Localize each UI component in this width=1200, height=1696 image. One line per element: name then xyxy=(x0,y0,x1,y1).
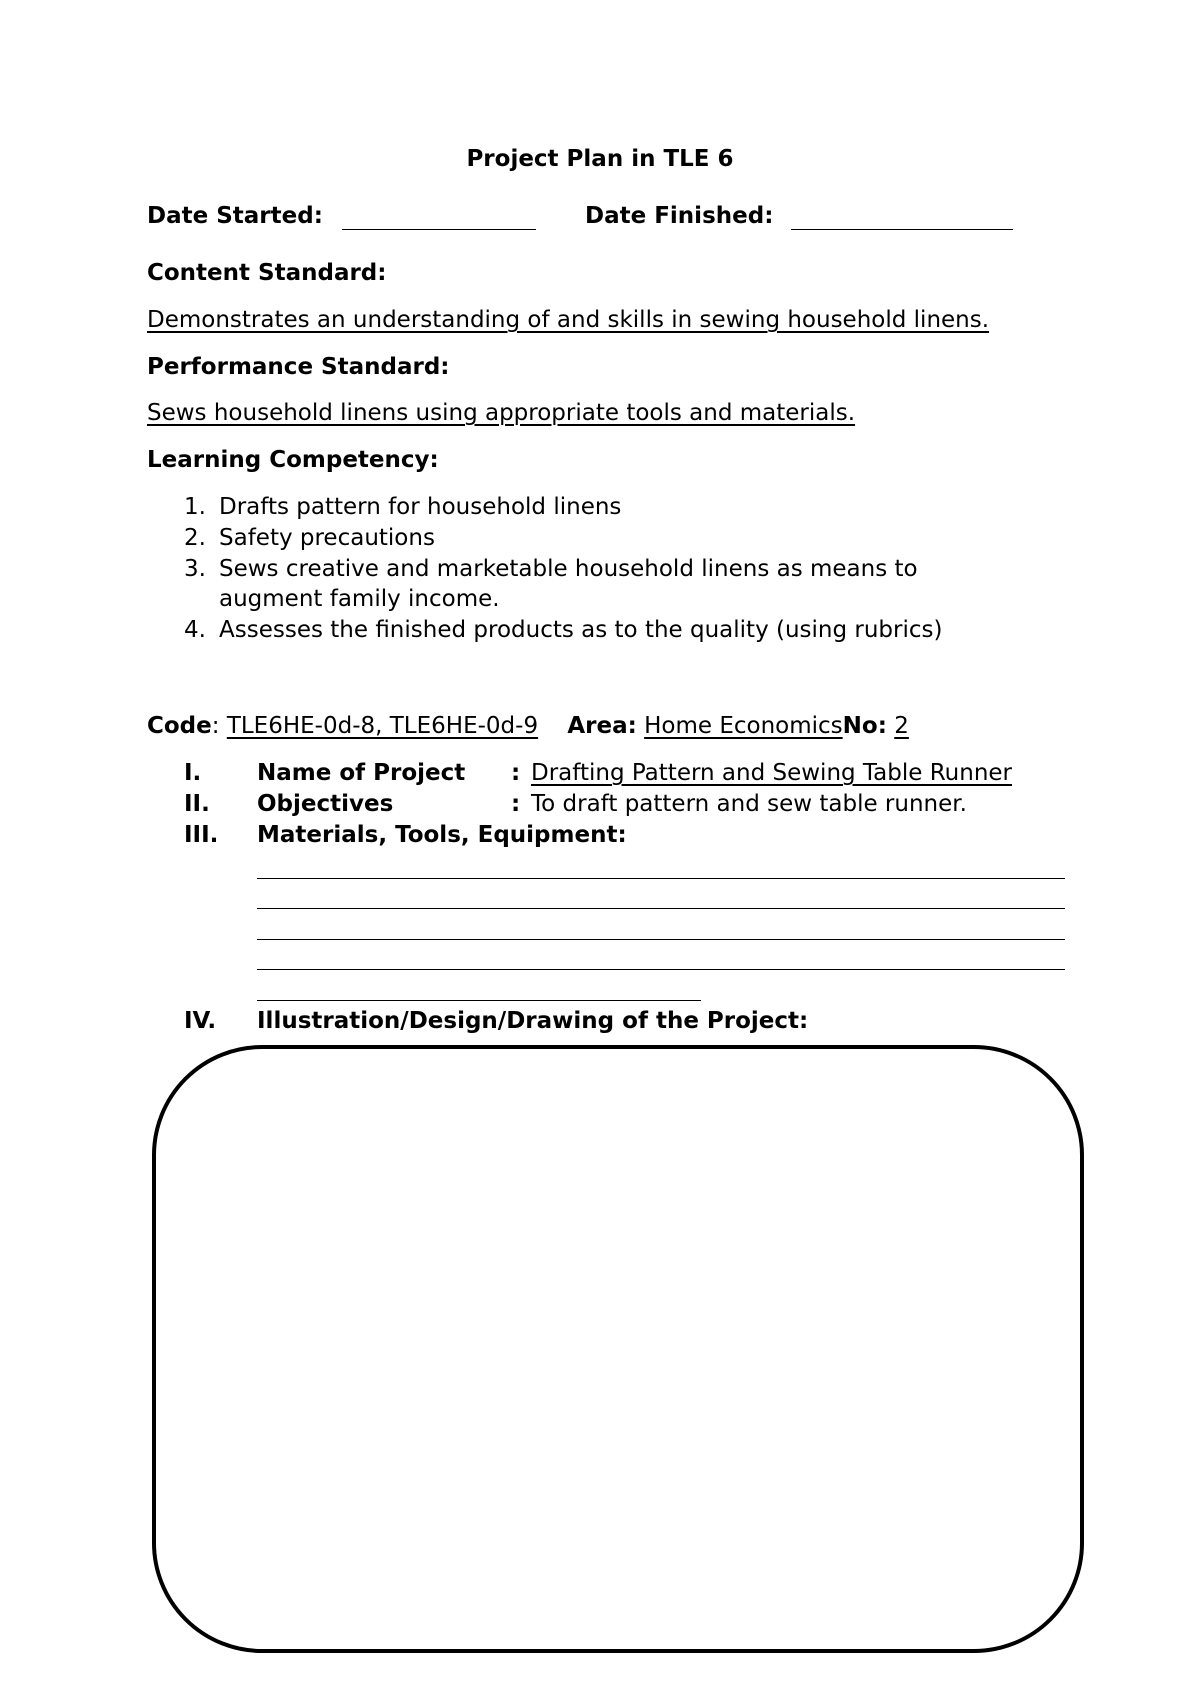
answer-line[interactable] xyxy=(257,969,1065,970)
code-colon: : xyxy=(211,713,220,739)
content-standard-label: Content Standard: xyxy=(147,260,387,286)
list-item-text-continued: augment family income. xyxy=(219,586,500,612)
list-item-number: 4. xyxy=(184,617,206,643)
date-finished-blank[interactable] xyxy=(791,229,1013,230)
project-name-label: Name of Project xyxy=(257,760,466,786)
no-value: 2 xyxy=(894,713,909,739)
section-number: I. xyxy=(184,760,202,786)
section-number: III. xyxy=(184,822,219,848)
project-name-colon: : xyxy=(511,760,521,786)
page-title: Project Plan in TLE 6 xyxy=(466,146,734,172)
no-label: No: xyxy=(842,713,887,739)
performance-standard-text: Sews household linens using appropriate tools and materials. xyxy=(147,400,856,426)
list-item-text: Sews creative and marketable household linens as means to xyxy=(219,556,918,582)
objectives-colon: : xyxy=(511,791,521,817)
list-item-number: 1. xyxy=(184,494,206,520)
illustration-label: Illustration/Design/Drawing of the Project: xyxy=(257,1008,809,1034)
answer-line[interactable] xyxy=(257,878,1065,879)
code-value: TLE6HE-0d-8, TLE6HE-0d-9 xyxy=(226,713,539,739)
date-finished-label: Date Finished: xyxy=(585,203,774,229)
materials-label: Materials, Tools, Equipment: xyxy=(257,822,627,848)
answer-line[interactable] xyxy=(257,908,1065,909)
code-row xyxy=(147,715,909,738)
date-started-blank[interactable] xyxy=(342,229,536,230)
content-standard-text: Demonstrates an understanding of and skills in sewing household linens. xyxy=(147,307,990,333)
section-number: II. xyxy=(184,791,210,817)
date-started-label: Date Started: xyxy=(147,203,323,229)
list-item-text: Assesses the finished products as to the quality (using rubrics) xyxy=(219,617,943,643)
learning-competency-label: Learning Competency: xyxy=(147,447,439,473)
area-value: Home Economics xyxy=(644,713,843,739)
list-item-text: Safety precautions xyxy=(219,525,435,551)
list-item-number: 2. xyxy=(184,525,206,551)
code-label: Code xyxy=(147,713,212,739)
drawing-area-box[interactable] xyxy=(152,1045,1084,1653)
list-item-number: 3. xyxy=(184,556,206,582)
answer-line[interactable] xyxy=(257,939,1065,940)
area-label: Area: xyxy=(567,713,637,739)
objectives-value: To draft pattern and sew table runner. xyxy=(531,791,967,817)
performance-standard-label: Performance Standard: xyxy=(147,354,450,380)
project-name-value: Drafting Pattern and Sewing Table Runner xyxy=(531,760,1013,786)
section-number: IV. xyxy=(184,1008,217,1034)
answer-line[interactable] xyxy=(257,1000,701,1001)
objectives-label: Objectives xyxy=(257,791,394,817)
list-item-text: Drafts pattern for household linens xyxy=(219,494,622,520)
